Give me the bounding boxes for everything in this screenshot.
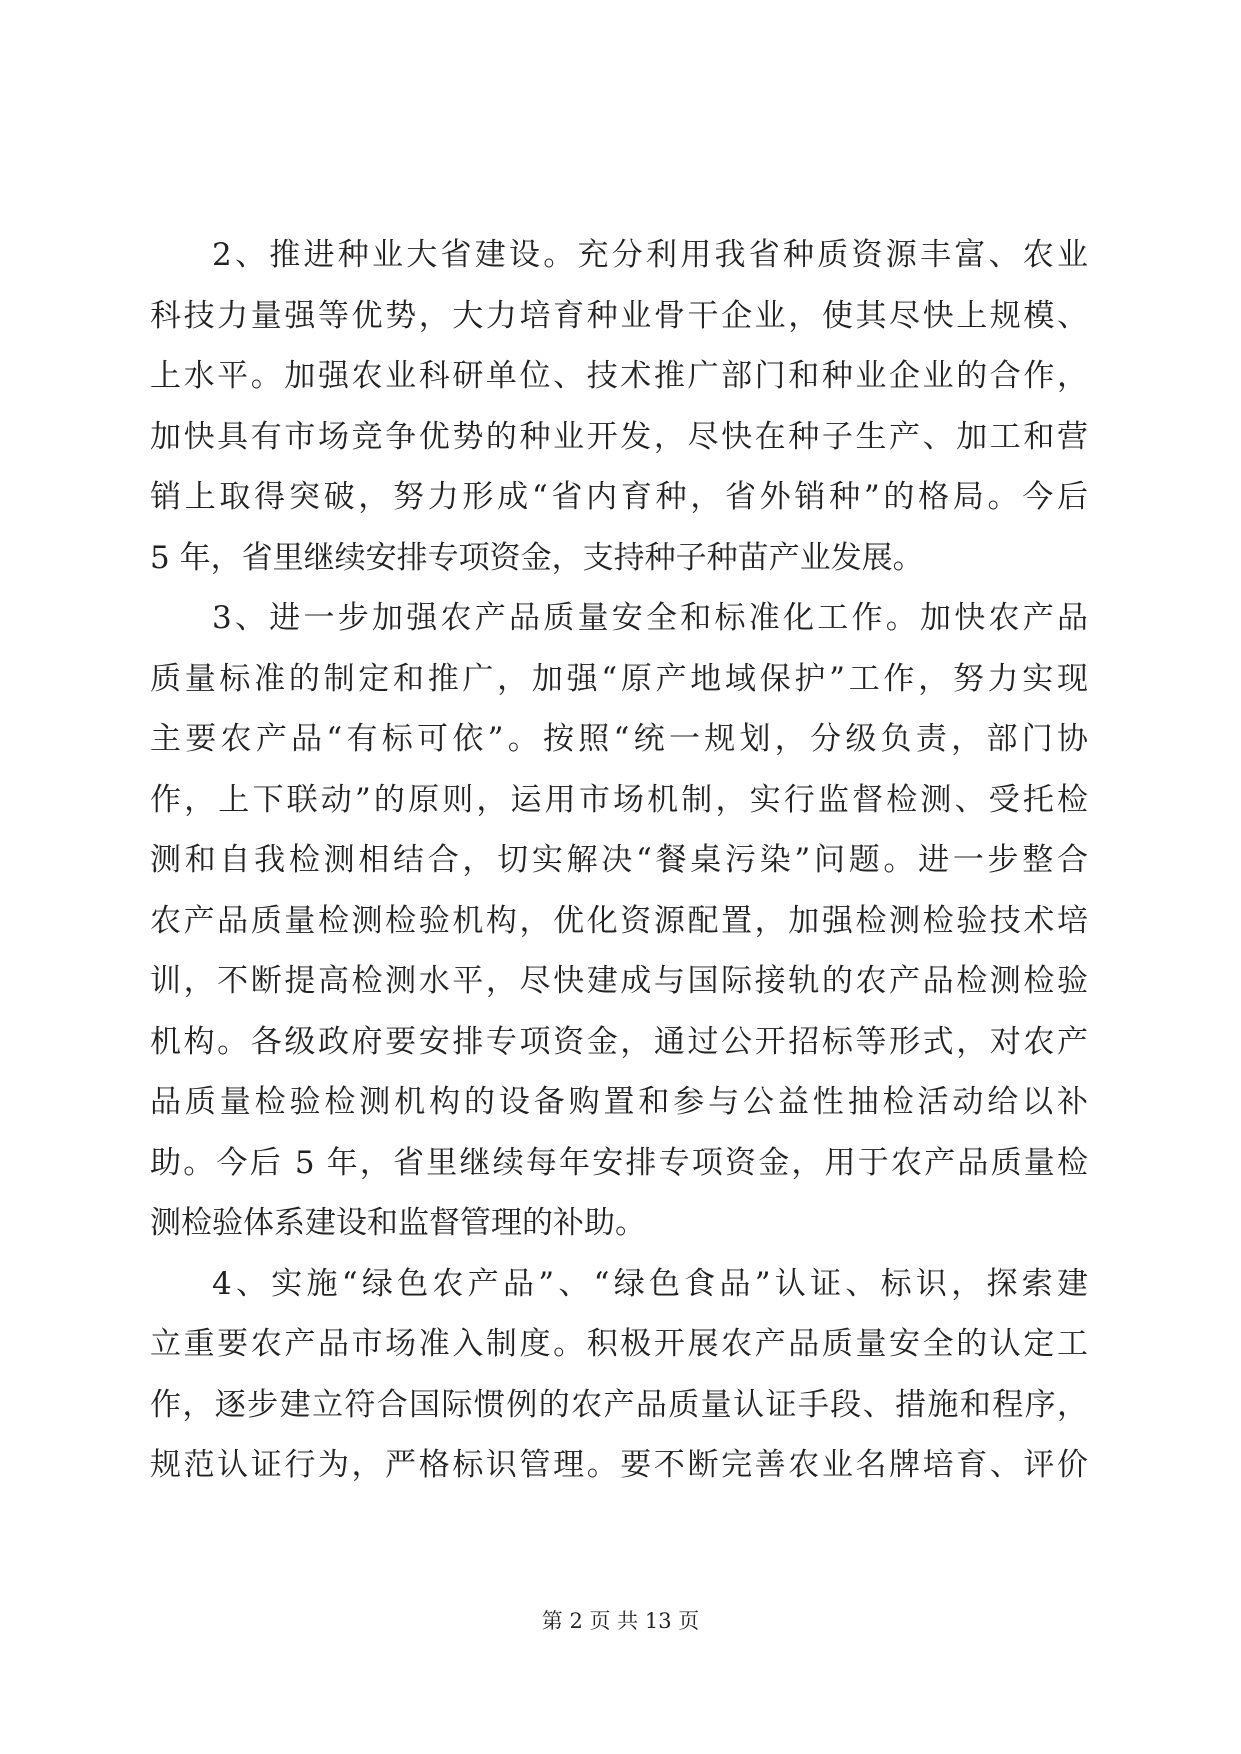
text-line: 品质量检验检测机构的设备购置和参与公益性抽检活动给以补	[150, 1084, 1088, 1120]
text-line: 助。今后 5 年，省里继续每年安排专项资金，用于农产品质量检	[150, 1144, 1088, 1181]
text-line: 加快具有市场竞争优势的种业开发，尽快在种子生产、加工和营	[150, 418, 1088, 455]
text-line: 3、进一步加强农产品质量安全和标准化工作。加快农产品	[212, 600, 1088, 636]
text-line: 4、实施“绿色农产品”、“绿色食品”认证、标识，探索建	[212, 1265, 1088, 1302]
text-line: 科技力量强等优势，大力培育种业骨干企业，使其尽快上规模、	[150, 297, 1088, 334]
text-line: 销上取得突破，努力形成“省内育种，省外销种”的格局。今后	[150, 479, 1088, 515]
text-line: 作，上下联动”的原则，运用市场机制，实行监督检测、受托检	[150, 781, 1088, 818]
text-line: 5 年，省里继续安排专项资金，支持种子种苗产业发展。	[150, 539, 924, 576]
text-line: 机构。各级政府要安排专项资金，通过公开招标等形式，对农产	[150, 1023, 1088, 1060]
text-line: 主要农产品“有标可依”。按照“统一规划，分级负责，部门协	[150, 721, 1088, 757]
text-line: 规范认证行为，严格标识管理。要不断完善农业名牌培育、评价	[150, 1447, 1088, 1483]
body-text	[150, 225, 1088, 1496]
text-line: 上水平。加强农业科研单位、技术推广部门和种业企业的合作，	[150, 358, 1088, 394]
text-line: 训，不断提高检测水平，尽快建成与国际接轨的农产品检测检验	[150, 963, 1088, 999]
text-line: 农产品质量检测检验机构，优化资源配置，加强检测检验技术培	[150, 902, 1088, 939]
text-line: 作，逐步建立符合国际惯例的农产品质量认证手段、措施和程序，	[150, 1386, 1088, 1423]
page-footer: 第 2 页 共 13 页	[541, 1609, 700, 1633]
text-line: 测检验体系建设和监督管理的补助。	[150, 1205, 646, 1241]
text-line: 立重要农产品市场准入制度。积极开展农产品质量安全的认定工	[150, 1326, 1088, 1362]
text-line: 质量标准的制定和推广，加强“原产地域保护”工作，努力实现	[150, 660, 1088, 697]
text-line: 2、推进种业大省建设。充分利用我省种质资源丰富、农业	[212, 237, 1088, 273]
text-line: 测和自我检测相结合，切实解决“餐桌污染”问题。进一步整合	[150, 842, 1088, 878]
